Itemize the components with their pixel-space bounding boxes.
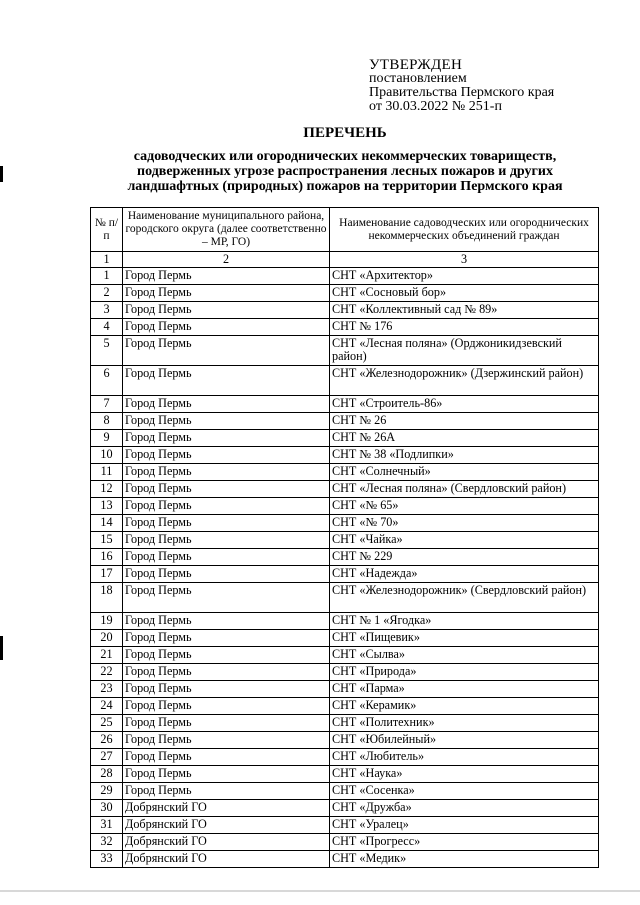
table-row bbox=[91, 447, 599, 464]
table-row bbox=[91, 515, 599, 532]
title-subtitle-line: ландшафтных (природных) пожаров на территории Пермского края bbox=[127, 179, 563, 194]
row-association-name: СНТ «Сылва» bbox=[330, 647, 599, 664]
row-district: Город Пермь bbox=[123, 336, 330, 366]
row-number: 6 bbox=[91, 366, 123, 396]
row-number: 16 bbox=[91, 549, 123, 566]
row-district: Город Пермь bbox=[123, 583, 330, 613]
approval-stamp bbox=[369, 58, 609, 114]
table-row bbox=[91, 413, 599, 430]
table-row bbox=[91, 532, 599, 549]
table-row bbox=[91, 430, 599, 447]
column-header-association: Наименование садоводческих или огороднических некоммерческих объединений граждан bbox=[330, 208, 599, 252]
row-association-name: СНТ «Строитель-86» bbox=[330, 396, 599, 413]
row-number: 3 bbox=[91, 302, 123, 319]
row-association-name: СНТ «Природа» bbox=[330, 664, 599, 681]
row-number: 21 bbox=[91, 647, 123, 664]
approval-line: постановлением bbox=[369, 71, 467, 86]
row-number: 28 bbox=[91, 766, 123, 783]
row-association-name: СНТ «№ 70» bbox=[330, 515, 599, 532]
row-district: Город Пермь bbox=[123, 664, 330, 681]
row-district: Город Пермь bbox=[123, 268, 330, 285]
scan-edge-mark bbox=[0, 166, 3, 182]
row-association-name: СНТ № 26А bbox=[330, 430, 599, 447]
table-row bbox=[91, 464, 599, 481]
row-number: 5 bbox=[91, 336, 123, 366]
row-number: 8 bbox=[91, 413, 123, 430]
row-association-name: СНТ «Дружба» bbox=[330, 800, 599, 817]
row-number: 23 bbox=[91, 681, 123, 698]
row-number: 31 bbox=[91, 817, 123, 834]
table-row bbox=[91, 630, 599, 647]
row-district: Город Пермь bbox=[123, 498, 330, 515]
row-district: Город Пермь bbox=[123, 613, 330, 630]
row-district: Город Пермь bbox=[123, 549, 330, 566]
title-subtitle-line: садоводческих или огороднических некоммерческих товариществ, bbox=[133, 149, 557, 164]
table-row bbox=[91, 268, 599, 285]
table-row bbox=[91, 749, 599, 766]
row-district: Город Пермь bbox=[123, 319, 330, 336]
row-number: 9 bbox=[91, 430, 123, 447]
row-association-name: СНТ «Сосенка» bbox=[330, 783, 599, 800]
column-index: 3 bbox=[330, 252, 599, 268]
row-number: 14 bbox=[91, 515, 123, 532]
row-association-name: СНТ «Железнодорожник» (Дзержинский район) bbox=[330, 366, 599, 396]
row-district: Город Пермь bbox=[123, 749, 330, 766]
table-row bbox=[91, 834, 599, 851]
row-association-name: СНТ «Парма» bbox=[330, 681, 599, 698]
row-district: Город Пермь bbox=[123, 447, 330, 464]
approval-line: Правительства Пермского края bbox=[369, 85, 555, 100]
approval-heading: УТВЕРЖДЕН bbox=[369, 57, 463, 73]
row-district: Город Пермь bbox=[123, 285, 330, 302]
approval-date: от 30.03.2022 № 251-п bbox=[369, 99, 502, 114]
row-association-name: СНТ «Уралец» bbox=[330, 817, 599, 834]
row-district: Город Пермь bbox=[123, 464, 330, 481]
row-district: Город Пермь bbox=[123, 302, 330, 319]
row-association-name: СНТ № 38 «Подлипки» bbox=[330, 447, 599, 464]
row-number: 29 bbox=[91, 783, 123, 800]
row-number: 2 bbox=[91, 285, 123, 302]
row-district: Город Пермь bbox=[123, 630, 330, 647]
table-row bbox=[91, 302, 599, 319]
row-district: Город Пермь bbox=[123, 566, 330, 583]
row-number: 19 bbox=[91, 613, 123, 630]
table-row bbox=[91, 566, 599, 583]
table-row bbox=[91, 851, 599, 868]
row-association-name: СНТ «Политехник» bbox=[330, 715, 599, 732]
table-row bbox=[91, 732, 599, 749]
table-row bbox=[91, 613, 599, 630]
row-district: Добрянский ГО bbox=[123, 817, 330, 834]
row-association-name: СНТ «Коллективный сад № 89» bbox=[330, 302, 599, 319]
row-association-name: СНТ «Юбилейный» bbox=[330, 732, 599, 749]
table-row bbox=[91, 336, 599, 366]
row-district: Город Пермь bbox=[123, 413, 330, 430]
scan-fold-line bbox=[0, 890, 640, 892]
column-index: 2 bbox=[123, 252, 330, 268]
row-district: Город Пермь bbox=[123, 783, 330, 800]
column-header-number: № п/п bbox=[91, 208, 123, 252]
row-association-name: СНТ «Солнечный» bbox=[330, 464, 599, 481]
row-number: 32 bbox=[91, 834, 123, 851]
row-district: Город Пермь bbox=[123, 430, 330, 447]
row-district: Город Пермь bbox=[123, 766, 330, 783]
row-number: 1 bbox=[91, 268, 123, 285]
row-district: Добрянский ГО bbox=[123, 800, 330, 817]
garden-associations-table bbox=[90, 207, 599, 868]
column-index-row bbox=[91, 252, 599, 268]
row-association-name: СНТ «№ 65» bbox=[330, 498, 599, 515]
table-row bbox=[91, 481, 599, 498]
row-number: 11 bbox=[91, 464, 123, 481]
row-association-name: СНТ «Сосновый бор» bbox=[330, 285, 599, 302]
row-association-name: СНТ № 1 «Ягодка» bbox=[330, 613, 599, 630]
title-main: ПЕРЕЧЕНЬ bbox=[303, 125, 387, 141]
row-association-name: СНТ «Наука» bbox=[330, 766, 599, 783]
row-number: 30 bbox=[91, 800, 123, 817]
row-association-name: СНТ «Чайка» bbox=[330, 532, 599, 549]
row-district: Город Пермь bbox=[123, 715, 330, 732]
table-row bbox=[91, 817, 599, 834]
row-district: Город Пермь bbox=[123, 698, 330, 715]
column-header-district: Наименование муниципального района, городского округа (далее соответственно – МР, ГО) bbox=[123, 208, 330, 252]
table-row bbox=[91, 681, 599, 698]
row-number: 27 bbox=[91, 749, 123, 766]
table-row bbox=[91, 647, 599, 664]
row-association-name: СНТ «Керамик» bbox=[330, 698, 599, 715]
row-number: 24 bbox=[91, 698, 123, 715]
row-number: 13 bbox=[91, 498, 123, 515]
table-row bbox=[91, 285, 599, 302]
table-row bbox=[91, 498, 599, 515]
row-number: 25 bbox=[91, 715, 123, 732]
table-row bbox=[91, 583, 599, 613]
row-district: Добрянский ГО bbox=[123, 834, 330, 851]
row-district: Город Пермь bbox=[123, 647, 330, 664]
row-association-name: СНТ «Лесная поляна» (Орджоникидзевский район) bbox=[330, 336, 599, 366]
table-row bbox=[91, 766, 599, 783]
row-number: 12 bbox=[91, 481, 123, 498]
scan-edge-mark bbox=[0, 636, 3, 660]
table-row bbox=[91, 715, 599, 732]
row-association-name: СНТ № 176 bbox=[330, 319, 599, 336]
row-number: 22 bbox=[91, 664, 123, 681]
row-district: Город Пермь bbox=[123, 732, 330, 749]
row-district: Город Пермь bbox=[123, 366, 330, 396]
row-association-name: СНТ «Медик» bbox=[330, 851, 599, 868]
row-district: Город Пермь bbox=[123, 396, 330, 413]
row-number: 4 bbox=[91, 319, 123, 336]
table-row bbox=[91, 800, 599, 817]
row-association-name: СНТ «Надежда» bbox=[330, 566, 599, 583]
table-row bbox=[91, 664, 599, 681]
table-row bbox=[91, 319, 599, 336]
row-district: Город Пермь bbox=[123, 681, 330, 698]
row-number: 20 bbox=[91, 630, 123, 647]
row-number: 18 bbox=[91, 583, 123, 613]
row-association-name: СНТ «Архитектор» bbox=[330, 268, 599, 285]
table-row bbox=[91, 698, 599, 715]
row-district: Город Пермь bbox=[123, 515, 330, 532]
document-title bbox=[90, 126, 600, 194]
row-number: 26 bbox=[91, 732, 123, 749]
row-district: Город Пермь bbox=[123, 532, 330, 549]
row-district: Добрянский ГО bbox=[123, 851, 330, 868]
row-association-name: СНТ «Любитель» bbox=[330, 749, 599, 766]
row-number: 17 bbox=[91, 566, 123, 583]
table-row bbox=[91, 366, 599, 396]
row-association-name: СНТ № 26 bbox=[330, 413, 599, 430]
row-association-name: СНТ «Пищевик» bbox=[330, 630, 599, 647]
table-row bbox=[91, 783, 599, 800]
row-number: 33 bbox=[91, 851, 123, 868]
row-number: 15 bbox=[91, 532, 123, 549]
row-association-name: СНТ № 229 bbox=[330, 549, 599, 566]
row-district: Город Пермь bbox=[123, 481, 330, 498]
row-number: 10 bbox=[91, 447, 123, 464]
row-association-name: СНТ «Лесная поляна» (Свердловский район) bbox=[330, 481, 599, 498]
column-index: 1 bbox=[91, 252, 123, 268]
row-number: 7 bbox=[91, 396, 123, 413]
table-header-row bbox=[91, 208, 599, 252]
row-association-name: СНТ «Прогресс» bbox=[330, 834, 599, 851]
table-row bbox=[91, 549, 599, 566]
row-association-name: СНТ «Железнодорожник» (Свердловский район) bbox=[330, 583, 599, 613]
table-row bbox=[91, 396, 599, 413]
title-subtitle-line: подверженных угрозе распространения лесных пожаров и других bbox=[137, 164, 553, 179]
